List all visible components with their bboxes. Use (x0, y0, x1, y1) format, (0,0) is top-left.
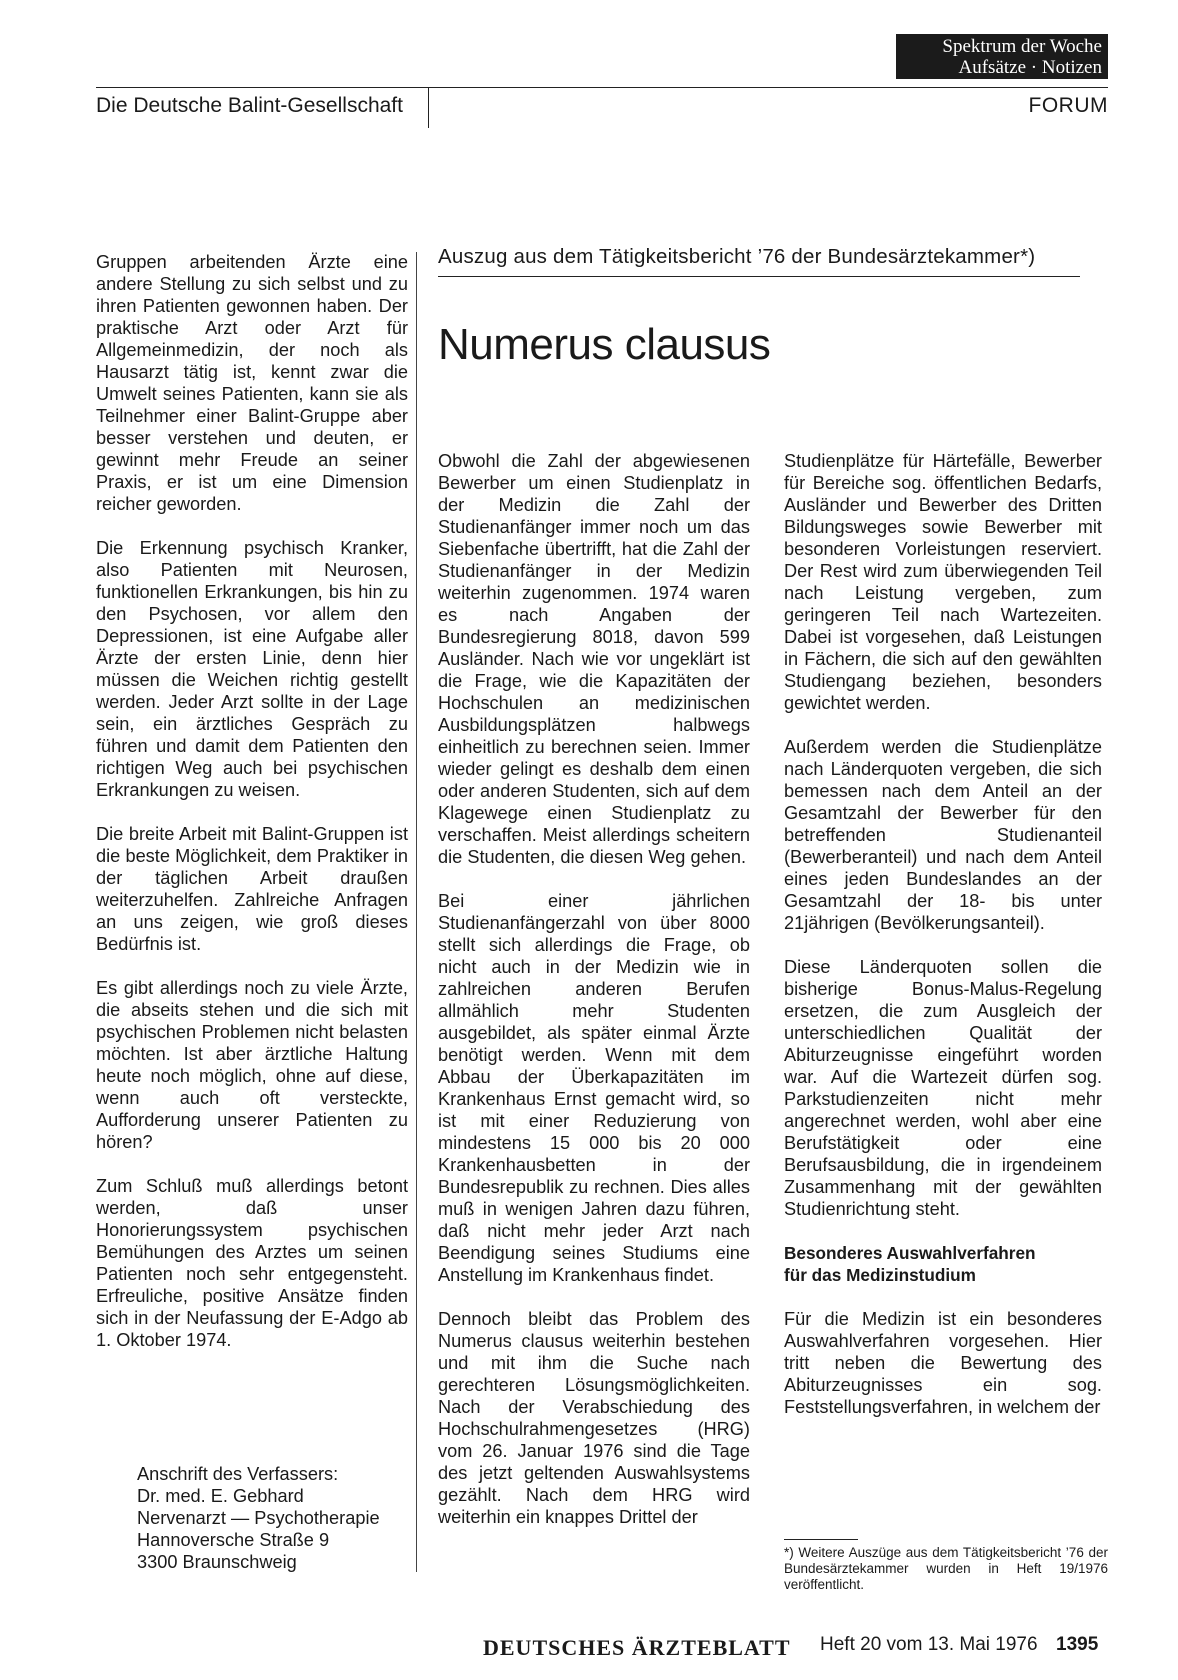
article-column-2 (784, 450, 1102, 1418)
badge-line-2: Aufsätze · Notizen (958, 57, 1102, 78)
article-column-1 (438, 450, 750, 1528)
section-subheading (784, 1242, 1102, 1286)
address-line: Anschrift des Verfassers: (137, 1464, 339, 1484)
article-kicker: Auszug aus dem Tätigkeitsbericht ’76 der Bundesärztekammer*) (438, 245, 1036, 268)
paragraph: Zum Schluß muß allerdings betont werden, daß unser Honorierungssystem psychischen Bemühungen des Arztes um seinen Patienten noch sehr entgegensteht. Erfreuliche, positive Ansätze finden sich in der Neufassung der E-Adgo ab 1. Oktober 1974. (96, 1176, 408, 1350)
paragraph: Studienplätze für Härtefälle, Bewerber für Bereiche sog. öffentlichen Bedarfs, Ausländer und Bewerber des Dritten Bildungsweges sowie Bewerber mit besonderen Vorleistungen reserviert. Der Rest wird zum überwiegenden Teil nach Leistung vergeben, zum geringeren Teil nach Wartezeiten. Dabei ist vorgesehen, daß Leistungen in Fächern, die sich auf den gewählten Studiengang beziehen, besonders gewichtet werden. (784, 451, 1102, 713)
paragraph: Dennoch bleibt das Problem des Numerus clausus weiterhin bestehen und mit ihm die Suche nach gerechteren Lösungsmöglichkeiten. Nach der Verabschiedung des Hochschulrahmengesetzes (HRG) vom 26. Januar 1976 sind die Tage des jetzt geltenden Auswahlsystems gezählt. Nach dem HRG wird weiterhin ein knappes Drittel der (438, 1309, 750, 1527)
footer-masthead: DEUTSCHES ÄRZTEBLATT (483, 1635, 791, 1660)
paragraph: Für die Medizin ist ein besonderes Auswahlverfahren vorgesehen. Hier tritt neben die Bewertung des Abiturzeugnisses ein sog. Feststellungsverfahren, in welchem der (784, 1309, 1102, 1417)
subheading-line: für das Medizinstudium (784, 1265, 976, 1285)
section-badge (896, 34, 1108, 79)
column-divider (416, 252, 417, 1572)
paragraph: Die breite Arbeit mit Balint-Gruppen ist die beste Möglichkeit, dem Praktiker in der täglichen Arbeit draußen weiterzuhelfen. Zahlreiche Anfragen an uns zeigen, wie groß dieses Bedürfnis ist. (96, 824, 408, 954)
badge-line-1: Spektrum der Woche (942, 36, 1102, 57)
footnote-rule (784, 1539, 858, 1540)
left-column (96, 251, 408, 1351)
author-address (137, 1463, 380, 1573)
address-line: Dr. med. E. Gebhard (137, 1486, 304, 1506)
address-line: 3300 Braunschweig (137, 1552, 297, 1572)
page-number: 1395 (1056, 1634, 1099, 1655)
paragraph: Die Erkennung psychisch Kranker, also Patienten mit Neurosen, funktionellen Erkrankungen, bis hin zu den Psychosen, vor allem den Depressionen, ist eine Aufgabe aller Ärzte der ersten Linie, denn hier müssen die Weichen richtig gestellt werden. Jeder Arzt sollte in der Lage sein, ein ärztliches Gespräch zu führen und damit dem Patienten den richtigen Weg auch bei psychischen Erkrankungen zu weisen. (96, 538, 408, 800)
paragraph: Gruppen arbeitenden Ärzte eine andere Stellung zu sich selbst und zu ihren Patienten gewonnen haben. Der praktische Arzt oder Arzt für Allgemeinmedizin, der noch als Hausarzt tätig ist, kennt zwar die Umwelt seines Patienten, kann sie als Teilnehmer einer Balint-Gruppe aber besser verstehen und deuten, er gewinnt mehr Freude an seiner Praxis, er ist um eine Dimension reicher geworden. (96, 252, 408, 514)
paragraph: Es gibt allerdings noch zu viele Ärzte, die abseits stehen und die sich mit psychischen Problemen nicht belasten möchten. Ist aber ärztliche Haltung heute noch möglich, ohne auf diese, wenn auch oft versteckte, Aufforderung unserer Patienten zu hören? (96, 978, 408, 1152)
running-head-right: FORUM (1028, 94, 1108, 117)
paragraph: Obwohl die Zahl der abgewiesenen Bewerber um einen Studienplatz in der Medizin die Zahl der Studienanfänger immer noch um das Siebenfache übertrifft, hat die Zahl der Studienanfänger in der Medizin weiterhin zugenommen. 1974 waren es nach Angaben der Bundesregierung 8018, davon 599 Ausländer. Nach wie vor ungeklärt ist die Frage, wie die Kapazitäten der Hochschulen an medizinischen Ausbildungsplätzen halbwegs einheitlich zu berechnen seien. Immer wieder gelingt es deshalb dem einen oder anderen Studenten, sich auf dem Klagewege einen Studienplatz zu verschaffen. Meist allerdings scheitern die Studenten, die diesen Weg gehen. (438, 451, 750, 867)
paragraph: Außerdem werden die Studienplätze nach Länderquoten vergeben, die sich bemessen nach dem Anteil an der Gesamtzahl der Bewerber für den betreffenden Studienanteil (Bewerberanteil) und nach dem Anteil eines jeden Bundeslandes an der Gesamtzahl der 18- bis unter 21jährigen (Bevölkerungsanteil). (784, 737, 1102, 933)
footnote: *) Weitere Auszüge aus dem Tätigkeitsbericht ’76 der Bundesärztekammer wurden in Heft 19/1976 veröffentlicht. (784, 1545, 1108, 1592)
subheading-line: Besonderes Auswahlverfahren (784, 1243, 1036, 1263)
address-line: Hannoversche Straße 9 (137, 1530, 330, 1550)
paragraph: Diese Länderquoten sollen die bisherige Bonus-Malus-Regelung ersetzen, die zum Ausgleich der unterschiedlichen Qualität der Abiturzeugnisse eingeführt worden war. Auf die Wartezeit dürfen sog. Parkstudienzeiten nicht mehr angerechnet werden, wohl aber eine Berufstätigkeit oder eine Berufsausbildung, die in irgendeinem Zusammenhang mit der gewählten Studienrichtung steht. (784, 957, 1102, 1219)
running-head-left: Die Deutsche Balint-Gesellschaft (96, 94, 403, 117)
footer-issue: Heft 20 vom 13. Mai 1976 (820, 1634, 1038, 1655)
article-title: Numerus clausus (438, 320, 771, 369)
kicker-rule (438, 276, 1080, 277)
header-divider (428, 87, 429, 128)
header-rule (96, 87, 1108, 88)
paragraph: Bei einer jährlichen Studienanfängerzahl von über 8000 stellt sich allerdings die Frage, ob nicht auch in der Medizin wie in zahlreichen anderen Berufen allmählich mehr Studenten ausgebildet, als später einmal Ärzte benötigt werden. Wenn mit dem Abbau der Überkapazitäten im Krankenhaus Ernst gemacht wird, so ist mit einer Reduzierung von mindestens 15 000 bis 20 000 Krankenhausbetten in der Bundesrepublik zu rechnen. Dies alles muß in wenigen Jahren dazu führen, daß nicht mehr jeder Arzt nach Beendigung seines Studiums eine Anstellung im Krankenhaus findet. (438, 891, 750, 1285)
address-line: Nervenarzt — Psychotherapie (137, 1508, 380, 1528)
